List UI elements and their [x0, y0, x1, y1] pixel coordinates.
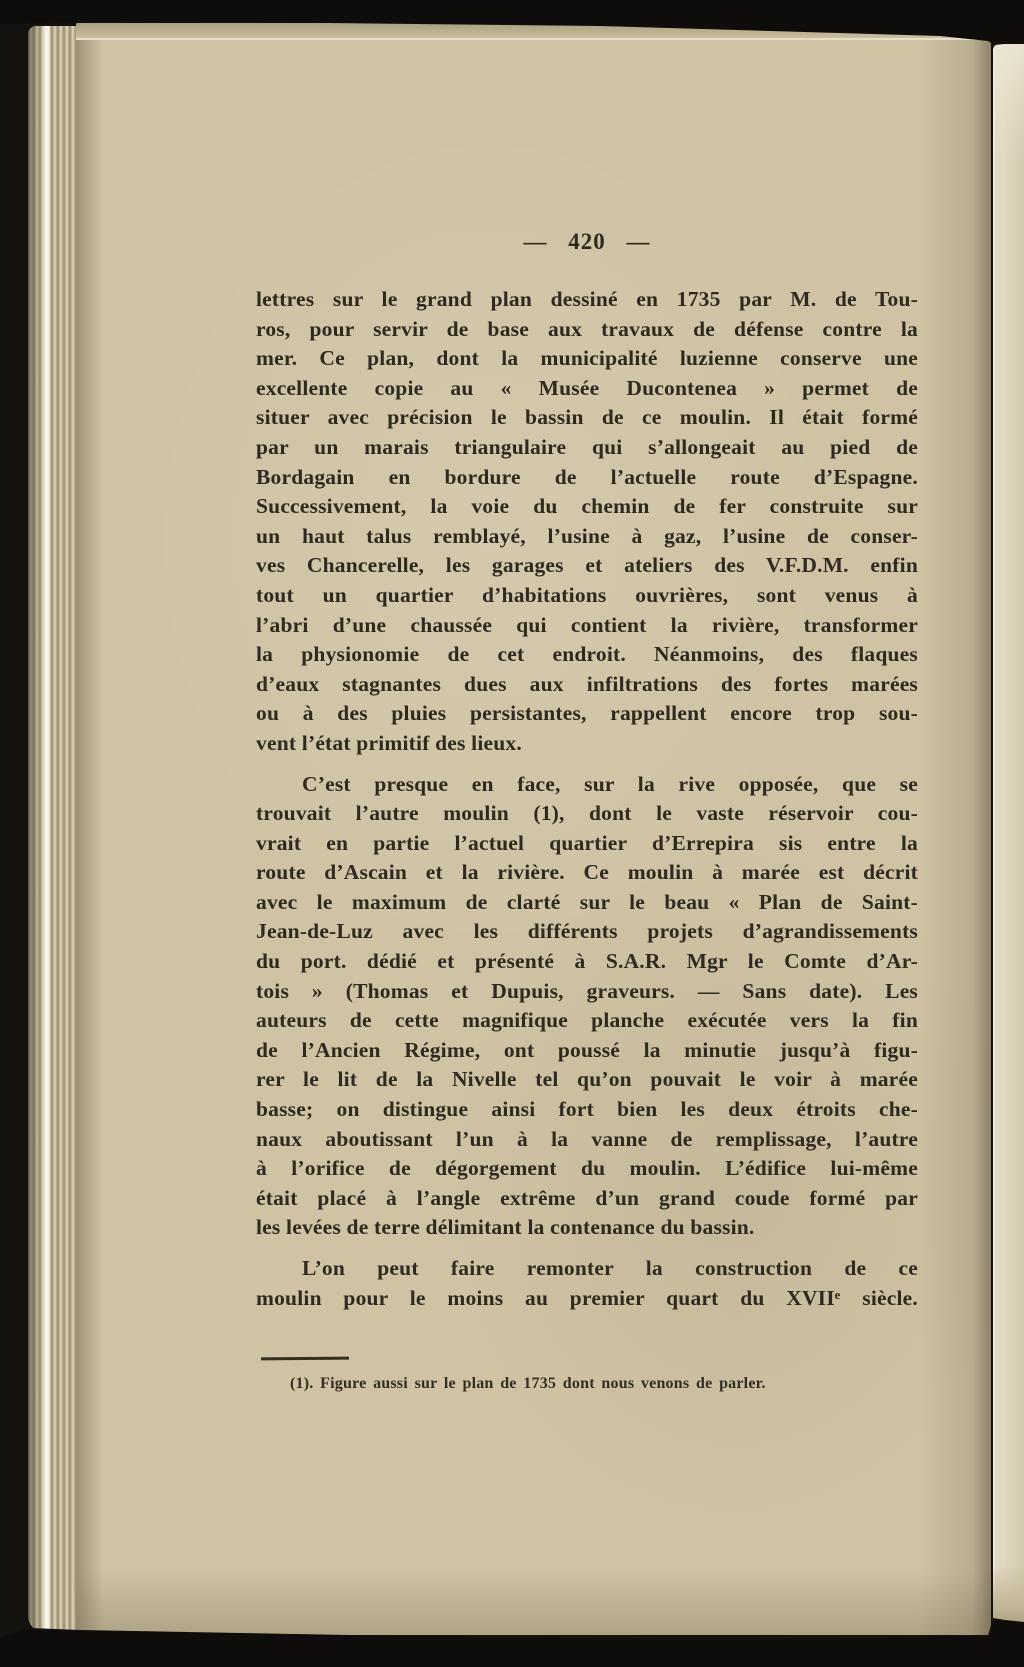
text-line: avec le maximum de clarté sur le beau « Plan de Saint- — [256, 889, 918, 914]
book-page-stack-edges — [28, 26, 78, 1632]
text-line: un haut talus remblayé, l’usine à gaz, l’usine de conser- — [256, 523, 918, 548]
text-line: l’abri d’une chaussée qui contient la rivière, transformer — [256, 612, 918, 637]
text-line: basse; on distingue ainsi fort bien les deux étroits che- — [256, 1097, 918, 1122]
text-line: la physionomie de cet endroit. Néanmoins, des flaques — [256, 642, 918, 667]
text-line: tois » (Thomas et Dupuis, graveurs. — Sans date). Les — [256, 978, 918, 1003]
text-line: tout un quartier d’habitations ouvrières, sont venus à — [256, 582, 918, 607]
footnote-text: (1). Figure aussi sur le plan de 1735 dont nous venons de parler. — [290, 1375, 766, 1392]
text-line: naux aboutissant l’un à la vanne de remplissage, l’autre — [256, 1126, 918, 1151]
page-number: — 420 — — [523, 229, 651, 254]
adjacent-page-sliver — [993, 44, 1024, 1624]
text-line: route d’Ascain et la rivière. Ce moulin à marée est décrit — [256, 860, 918, 885]
text-line: à l’orifice de dégorgement du moulin. L’édifice lui-même — [256, 1156, 918, 1181]
text-line: lettres sur le grand plan dessiné en 1735 par M. de Tou- — [256, 287, 918, 311]
text-line: ves Chancerelle, les garages et ateliers des V.F.D.M. enfin — [256, 553, 918, 578]
paragraph — [256, 770, 918, 1244]
text-line: mer. Ce plan, dont la municipalité luzienne conserve une — [256, 346, 918, 371]
footnote-divider — [261, 1357, 349, 1361]
text-line: trouvait l’autre moulin (1), dont le vaste réservoir cou- — [256, 801, 918, 826]
text-line: situer avec précision le bassin de ce moulin. Il était formé — [256, 405, 918, 430]
text-line: était placé à l’angle extrême d’un grand coude formé par — [256, 1185, 918, 1210]
text-line: C’est presque en face, sur la rive opposée, que se — [302, 771, 918, 796]
text-line: Jean-de-Luz avec les différents projets d’agrandissements — [256, 919, 918, 944]
text-line: vrait en partie l’actuel quartier d’Errepira sis entre la — [256, 830, 918, 855]
text-line: d’eaux stagnantes dues aux infiltrations des fortes marées — [256, 671, 918, 696]
text-line: ou à des pluies persistantes, rappellent encore trop sou- — [256, 701, 918, 726]
page-text — [256, 285, 918, 1313]
text-line: rer le lit de la Nivelle tel qu’on pouvait le voir à marée — [256, 1067, 918, 1092]
text-line: vent l’état primitif des lieux. — [256, 730, 522, 755]
paragraph — [256, 1254, 918, 1313]
text-line: les levées de terre délimitant la contenance du bassin. — [256, 1215, 755, 1240]
text-line: par un marais triangulaire qui s’allongeait au pied de — [256, 434, 918, 459]
text-line: excellente copie au « Musée Ducontenea » permet de — [256, 375, 918, 400]
text-line: de l’Ancien Régime, ont poussé la minutie jusqu’à figu- — [256, 1037, 918, 1062]
text-line: ros, pour servir de base aux travaux de défense contre la — [256, 316, 918, 341]
text-line: du port. dédié et présenté à S.A.R. Mgr le Comte d’Ar- — [256, 949, 918, 974]
paragraph — [256, 285, 918, 759]
text-line: Bordagain en bordure de l’actuelle route d’Espagne. — [256, 464, 918, 489]
text-line: auteurs de cette magnifique planche exécutée vers la fin — [256, 1008, 918, 1033]
text-line: moulin pour le moins au premier quart du XVIIᵉ siècle. — [256, 1285, 918, 1310]
book-page — [76, 23, 991, 1635]
text-line: Successivement, la voie du chemin de fer construite sur — [256, 494, 918, 519]
text-line: L’on peut faire remonter la construction de ce — [302, 1256, 918, 1280]
